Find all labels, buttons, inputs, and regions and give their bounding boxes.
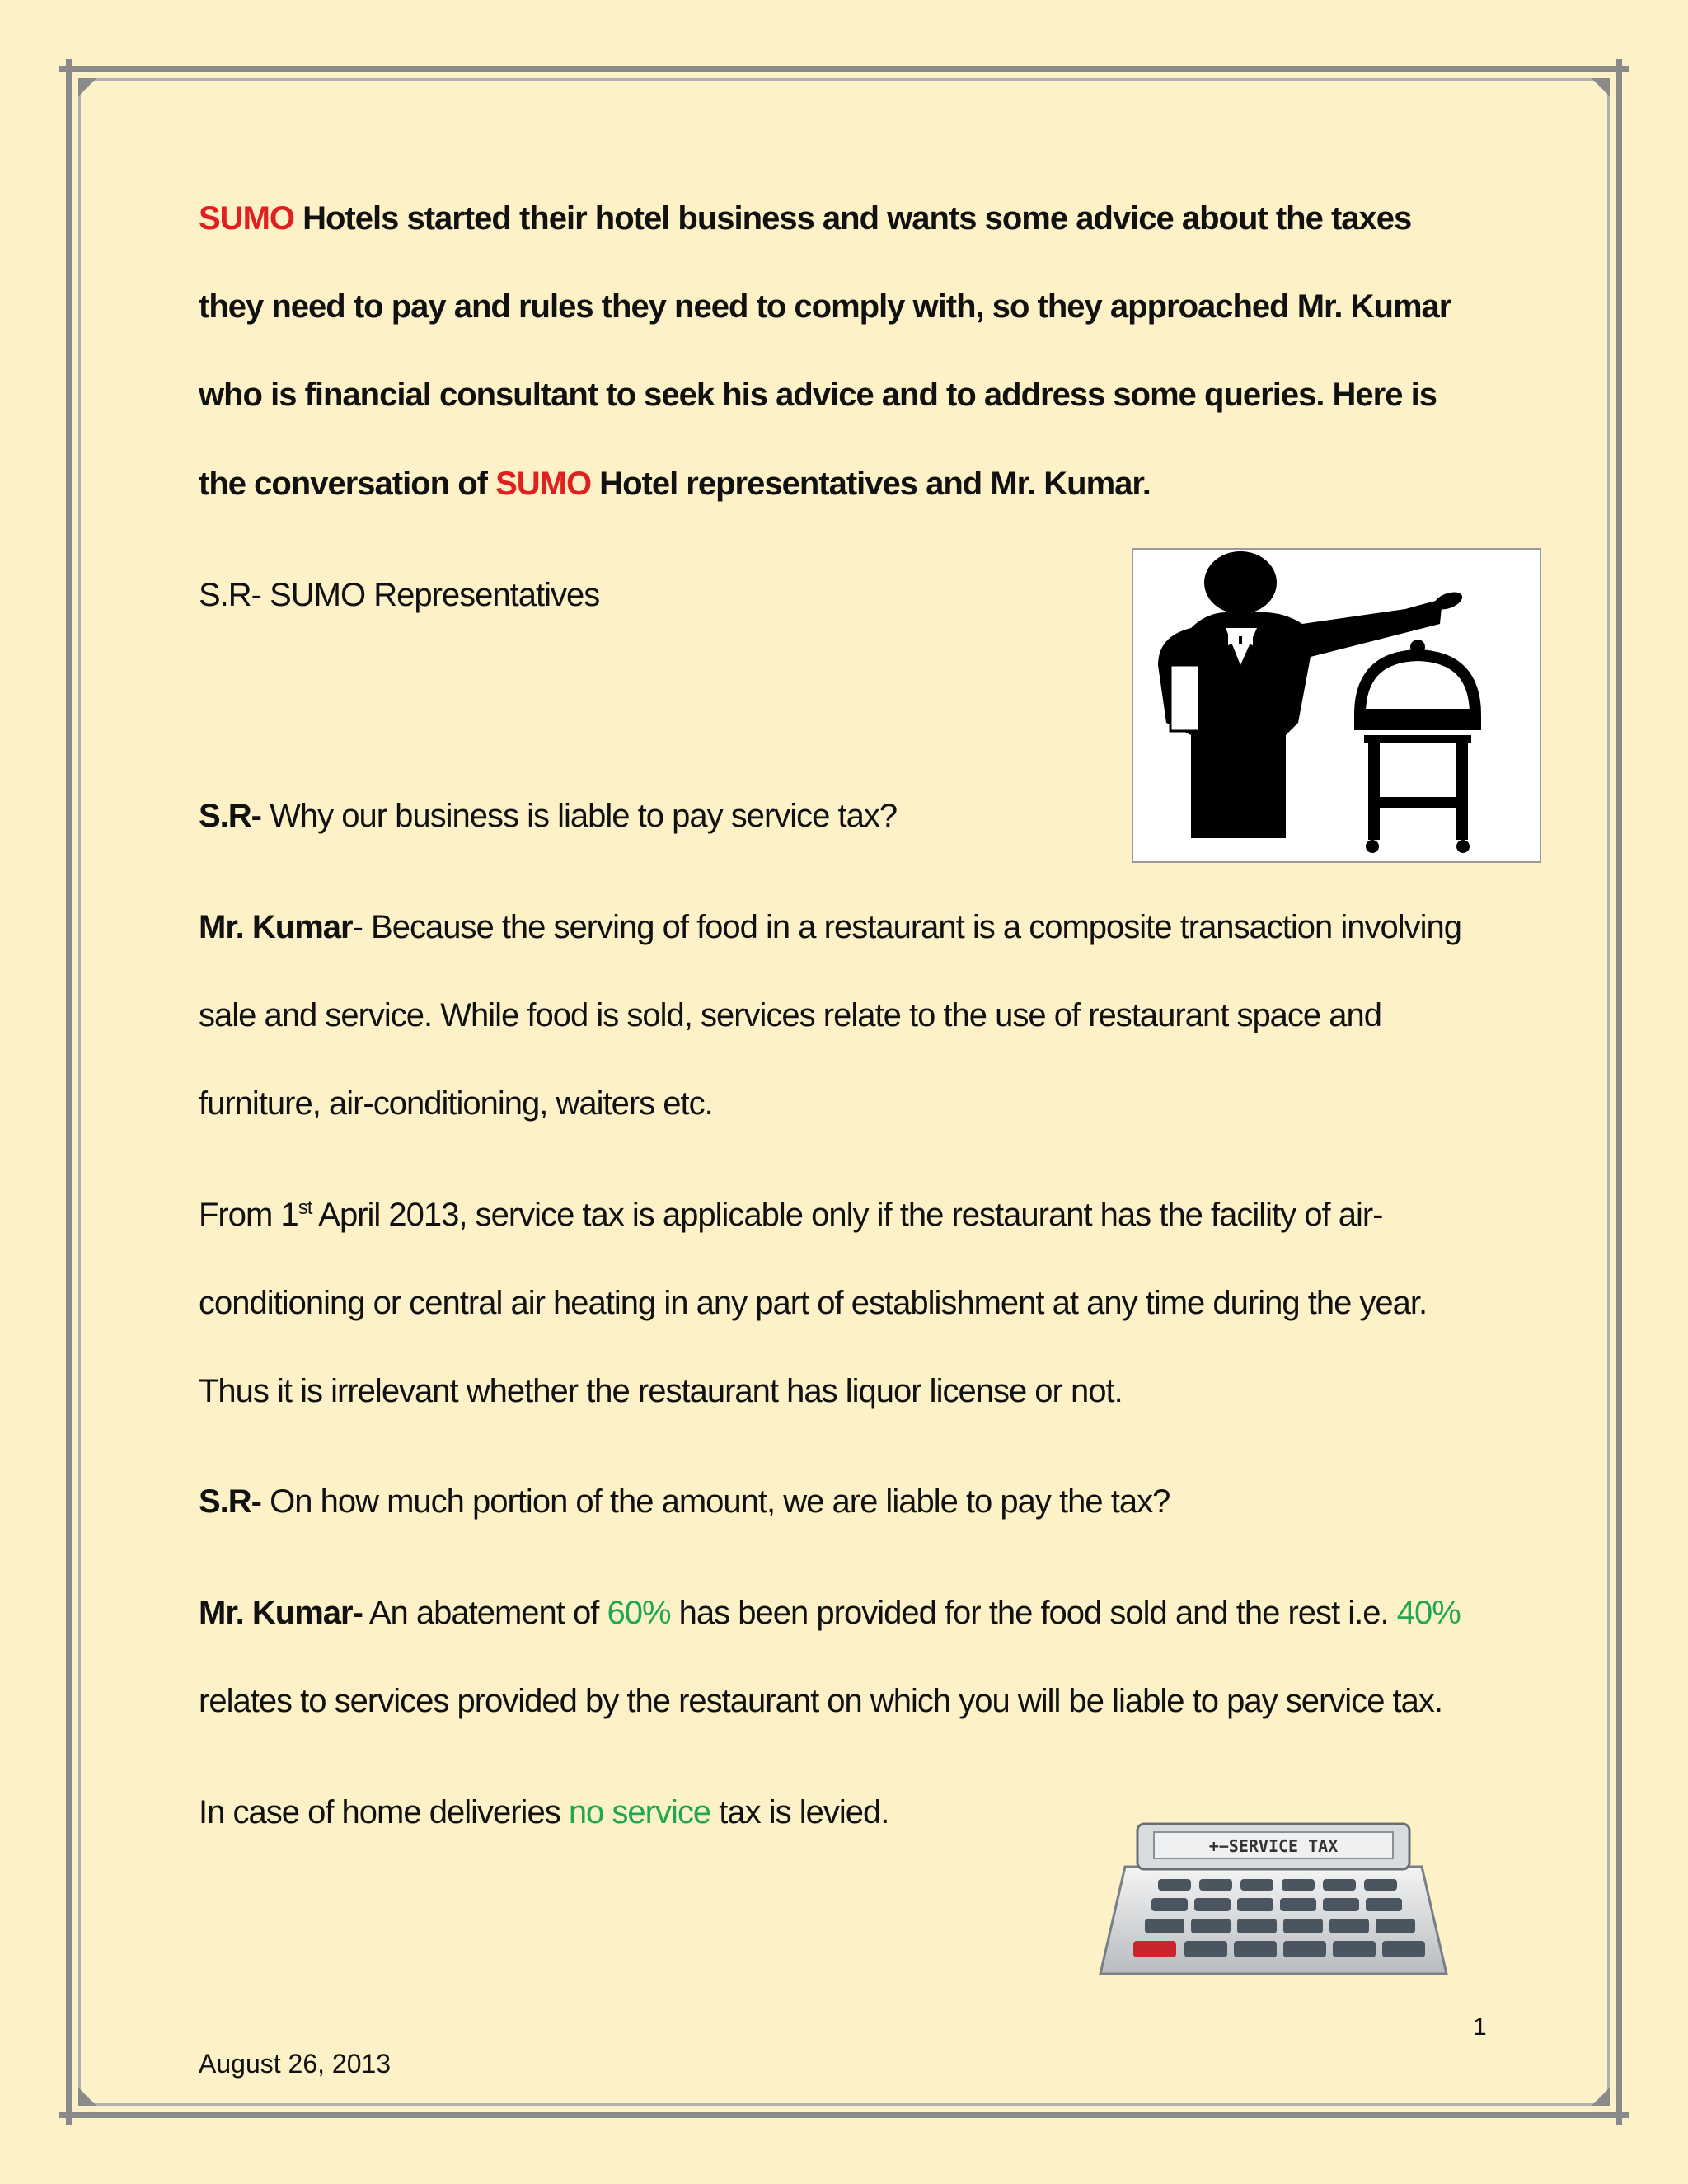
question-2 [199,1483,1170,1521]
speaker-label: S.R- [199,1483,261,1520]
paragraph-3 [199,1794,889,1831]
speaker-label: S.R- [199,798,261,834]
percent-highlight: 60% [607,1595,671,1631]
speaker-label: Mr. Kumar- [199,1595,363,1631]
service-tax-calculator-icon [1076,1817,1471,1986]
intro-line-2: they need to pay and rules they need to comply with, so they approached Mr. Kumar [199,288,1451,325]
border-corner-ornament [78,78,96,96]
paragraph-text: In case of home deliveries [199,1794,569,1830]
border-nub [1614,2112,1629,2118]
page-number: 1 [1473,2013,1487,2041]
answer-text: - Because the serving of food in a restaurant is a composite transaction involving [352,909,1462,945]
border-nub [59,2112,74,2118]
calculator-illustration [1076,1817,1471,1986]
answer-2-line-2: relates to services provided by the restaurant on which you will be liable to pay service tax. [199,1683,1443,1719]
border-corner-ornament [1592,2088,1610,2106]
waiter-illustration [1132,548,1541,863]
answer-1-line-1 [199,909,1461,946]
border-nub [59,66,74,72]
intro-line-4 [199,466,1151,503]
paragraph-2-line-1 [199,1197,1383,1234]
border-corner-ornament [1592,78,1610,96]
speaker-legend: S.R- SUMO Representatives [199,577,600,613]
footer-date: August 26, 2013 [199,2049,392,2079]
intro-text: the conversation of [199,466,496,502]
sumo-highlight: SUMO [199,200,294,237]
speaker-label: Mr. Kumar [199,909,353,945]
paragraph-2-line-2: conditioning or central air heating in any part of establishment at any time during the year. [199,1285,1428,1321]
intro-text: Hotels started their hotel business and wants some advice about the taxes [294,200,1412,237]
sumo-highlight: SUMO [495,466,592,502]
paragraph-text: tax is levied. [710,1794,889,1830]
answer-2-line-1 [199,1595,1461,1632]
question-text: Why our business is liable to pay service tax? [261,798,898,834]
answer-1-line-3: furniture, air-conditioning, waiters etc. [199,1085,713,1122]
paragraph-2-line-3: Thus it is irrelevant whether the restaurant has liquor license or not. [199,1373,1123,1409]
border-nub [1614,66,1629,72]
answer-text: An abatement of [362,1595,607,1631]
intro-text: Hotel representatives and Mr. Kumar. [591,466,1151,502]
waiter-serving-icon [1133,550,1540,861]
border-corner-ornament [78,2088,96,2106]
no-service-highlight: no service [568,1794,711,1830]
paragraph-text: April 2013, service tax is applicable only if the restaurant has the facility of air- [312,1197,1383,1233]
question-text: On how much portion of the amount, we are liable to pay the tax? [261,1483,1170,1520]
answer-1-line-2: sale and service. While food is sold, services relate to the use of restaurant space and [199,997,1382,1033]
answer-text: has been provided for the food sold and the rest i.e. [670,1595,1397,1631]
calculator-label: +−SERVICE TAX [1208,1836,1339,1856]
intro-line-3: who is financial consultant to seek his advice and to address some queries. Here is [199,377,1437,413]
superscript: st [298,1197,312,1219]
intro-line-1 [199,200,1411,237]
percent-highlight: 40% [1396,1595,1461,1631]
paragraph-text: From 1 [199,1197,298,1233]
question-1 [199,798,897,835]
